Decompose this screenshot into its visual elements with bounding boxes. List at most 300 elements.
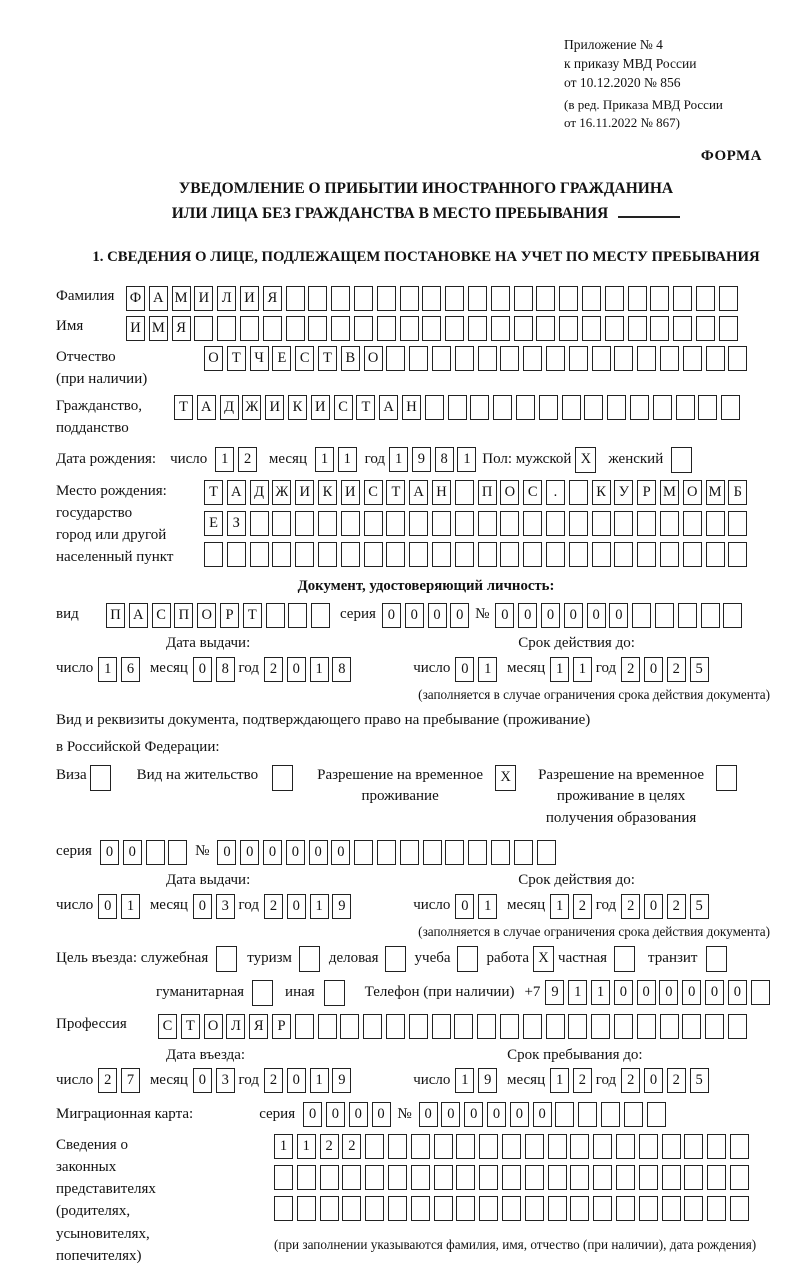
char-cell[interactable]: С [152, 603, 171, 628]
char-cell[interactable] [673, 316, 692, 341]
char-cell[interactable]: С [295, 346, 314, 371]
char-cell[interactable]: 1 [591, 980, 610, 1005]
char-cell[interactable] [422, 316, 441, 341]
char-cell[interactable]: 2 [573, 894, 592, 919]
char-cell[interactable]: Т [243, 603, 262, 628]
char-cell[interactable] [655, 603, 674, 628]
purpose-study-checkbox[interactable] [457, 946, 478, 972]
char-cell[interactable] [491, 840, 510, 865]
char-cell[interactable] [523, 542, 542, 567]
purpose-humanitarian-checkbox[interactable] [252, 980, 273, 1006]
char-cell[interactable]: Ж [272, 480, 291, 505]
char-cell[interactable]: Л [217, 286, 236, 311]
char-cell[interactable] [468, 286, 487, 311]
char-cell[interactable] [751, 980, 770, 1005]
char-cell[interactable]: И [295, 480, 314, 505]
char-cell[interactable] [445, 286, 464, 311]
char-cell[interactable]: З [227, 511, 246, 536]
char-cell[interactable] [682, 1014, 701, 1039]
char-cell[interactable] [502, 1134, 521, 1159]
char-cell[interactable] [660, 346, 679, 371]
char-cell[interactable] [365, 1134, 384, 1159]
purpose-business-checkbox[interactable] [385, 946, 406, 972]
char-cell[interactable] [601, 1102, 620, 1127]
char-cell[interactable] [684, 1196, 703, 1221]
char-cell[interactable] [578, 1102, 597, 1127]
checkbox-cell[interactable]: X [495, 765, 516, 791]
char-cell[interactable]: Я [172, 316, 191, 341]
char-cell[interactable] [628, 316, 647, 341]
char-cell[interactable] [295, 1014, 314, 1039]
char-cell[interactable] [500, 511, 519, 536]
char-cell[interactable] [639, 1196, 658, 1221]
sex-male-checkbox[interactable] [575, 447, 596, 473]
char-cell[interactable] [386, 511, 405, 536]
char-cell[interactable]: 1 [457, 447, 476, 472]
char-cell[interactable]: 1 [121, 894, 140, 919]
char-cell[interactable] [272, 511, 291, 536]
char-cell[interactable]: 0 [382, 603, 401, 628]
char-cell[interactable] [432, 542, 451, 567]
char-cell[interactable]: 1 [478, 894, 497, 919]
char-cell[interactable] [559, 286, 578, 311]
char-cell[interactable]: 2 [264, 657, 283, 682]
char-cell[interactable] [539, 395, 558, 420]
char-cell[interactable] [448, 395, 467, 420]
char-cell[interactable]: И [311, 395, 330, 420]
char-cell[interactable]: 2 [98, 1068, 117, 1093]
char-cell[interactable]: И [126, 316, 145, 341]
char-cell[interactable]: 0 [644, 1068, 663, 1093]
char-cell[interactable]: 0 [705, 980, 724, 1005]
char-cell[interactable]: 0 [123, 840, 142, 865]
char-cell[interactable] [630, 395, 649, 420]
char-cell[interactable]: П [106, 603, 125, 628]
char-cell[interactable] [365, 1196, 384, 1221]
char-cell[interactable] [445, 840, 464, 865]
char-cell[interactable] [616, 1165, 635, 1190]
char-cell[interactable]: 9 [545, 980, 564, 1005]
purpose-transit-checkbox[interactable] [706, 946, 727, 972]
char-cell[interactable] [662, 1134, 681, 1159]
char-cell[interactable] [570, 1134, 589, 1159]
char-cell[interactable]: 9 [478, 1068, 497, 1093]
char-cell[interactable]: М [660, 480, 679, 505]
char-cell[interactable]: 1 [389, 447, 408, 472]
char-cell[interactable] [719, 286, 738, 311]
char-cell[interactable]: 0 [518, 603, 537, 628]
char-cell[interactable] [479, 1196, 498, 1221]
char-cell[interactable]: Ч [250, 346, 269, 371]
char-cell[interactable] [445, 316, 464, 341]
char-cell[interactable]: С [334, 395, 353, 420]
char-cell[interactable]: 0 [217, 840, 236, 865]
char-cell[interactable]: 1 [274, 1134, 293, 1159]
checkbox-cell[interactable] [706, 946, 727, 972]
char-cell[interactable]: М [172, 286, 191, 311]
char-cell[interactable] [456, 1196, 475, 1221]
char-cell[interactable]: О [197, 603, 216, 628]
char-cell[interactable] [705, 1014, 724, 1039]
char-cell[interactable]: 1 [310, 657, 329, 682]
char-cell[interactable] [168, 840, 187, 865]
char-cell[interactable]: 0 [100, 840, 119, 865]
char-cell[interactable] [546, 542, 565, 567]
char-cell[interactable] [400, 286, 419, 311]
char-cell[interactable] [684, 1165, 703, 1190]
char-cell[interactable]: 9 [332, 1068, 351, 1093]
temp-residence-checkbox[interactable] [495, 765, 516, 791]
char-cell[interactable] [500, 1014, 519, 1039]
char-cell[interactable] [342, 1165, 361, 1190]
char-cell[interactable]: Е [204, 511, 223, 536]
char-cell[interactable]: К [288, 395, 307, 420]
char-cell[interactable] [730, 1196, 749, 1221]
char-cell[interactable] [683, 346, 702, 371]
char-cell[interactable]: Т [174, 395, 193, 420]
purpose-official-checkbox[interactable] [216, 946, 237, 972]
char-cell[interactable] [673, 286, 692, 311]
char-cell[interactable] [308, 286, 327, 311]
char-cell[interactable] [311, 603, 330, 628]
char-cell[interactable] [516, 395, 535, 420]
char-cell[interactable]: О [500, 480, 519, 505]
char-cell[interactable] [568, 1014, 587, 1039]
char-cell[interactable] [455, 542, 474, 567]
char-cell[interactable]: 0 [609, 603, 628, 628]
char-cell[interactable] [548, 1134, 567, 1159]
char-cell[interactable]: 0 [326, 1102, 345, 1127]
char-cell[interactable] [639, 1134, 658, 1159]
char-cell[interactable]: П [174, 603, 193, 628]
char-cell[interactable]: А [149, 286, 168, 311]
char-cell[interactable] [341, 511, 360, 536]
char-cell[interactable]: 1 [478, 657, 497, 682]
char-cell[interactable] [719, 316, 738, 341]
char-cell[interactable] [386, 346, 405, 371]
char-cell[interactable] [707, 1196, 726, 1221]
char-cell[interactable]: Н [432, 480, 451, 505]
char-cell[interactable]: Т [386, 480, 405, 505]
char-cell[interactable] [400, 840, 419, 865]
char-cell[interactable] [723, 603, 742, 628]
char-cell[interactable]: К [592, 480, 611, 505]
char-cell[interactable]: 2 [320, 1134, 339, 1159]
char-cell[interactable]: 2 [667, 657, 686, 682]
char-cell[interactable]: Р [637, 480, 656, 505]
char-cell[interactable] [728, 346, 747, 371]
char-cell[interactable] [660, 1014, 679, 1039]
char-cell[interactable] [607, 395, 626, 420]
char-cell[interactable]: 1 [568, 980, 587, 1005]
char-cell[interactable]: 1 [98, 657, 117, 682]
char-cell[interactable]: Е [272, 346, 291, 371]
char-cell[interactable] [537, 840, 556, 865]
char-cell[interactable] [295, 511, 314, 536]
char-cell[interactable] [614, 346, 633, 371]
char-cell[interactable] [605, 286, 624, 311]
char-cell[interactable]: 0 [441, 1102, 460, 1127]
char-cell[interactable]: Т [356, 395, 375, 420]
char-cell[interactable] [455, 480, 474, 505]
char-cell[interactable] [468, 840, 487, 865]
char-cell[interactable] [341, 542, 360, 567]
char-cell[interactable]: 0 [419, 1102, 438, 1127]
checkbox-cell[interactable] [216, 946, 237, 972]
char-cell[interactable] [548, 1196, 567, 1221]
char-cell[interactable]: Я [263, 286, 282, 311]
char-cell[interactable]: О [364, 346, 383, 371]
temp-residence-edu-checkbox[interactable] [716, 765, 737, 791]
char-cell[interactable] [286, 316, 305, 341]
char-cell[interactable] [493, 395, 512, 420]
char-cell[interactable] [470, 395, 489, 420]
char-cell[interactable]: М [706, 480, 725, 505]
char-cell[interactable]: 0 [287, 657, 306, 682]
char-cell[interactable]: 0 [286, 840, 305, 865]
char-cell[interactable]: 0 [564, 603, 583, 628]
char-cell[interactable]: А [379, 395, 398, 420]
char-cell[interactable]: О [683, 480, 702, 505]
char-cell[interactable] [593, 1165, 612, 1190]
char-cell[interactable] [678, 603, 697, 628]
char-cell[interactable] [637, 542, 656, 567]
char-cell[interactable] [730, 1165, 749, 1190]
char-cell[interactable]: 2 [621, 894, 640, 919]
char-cell[interactable]: 0 [682, 980, 701, 1005]
char-cell[interactable] [582, 316, 601, 341]
char-cell[interactable]: 1 [310, 894, 329, 919]
char-cell[interactable]: 3 [216, 894, 235, 919]
char-cell[interactable] [342, 1196, 361, 1221]
char-cell[interactable]: 0 [644, 894, 663, 919]
char-cell[interactable]: 0 [287, 894, 306, 919]
char-cell[interactable] [523, 346, 542, 371]
char-cell[interactable] [434, 1134, 453, 1159]
checkbox-cell[interactable] [252, 980, 273, 1006]
char-cell[interactable] [721, 395, 740, 420]
char-cell[interactable] [696, 316, 715, 341]
char-cell[interactable]: В [341, 346, 360, 371]
char-cell[interactable] [728, 1014, 747, 1039]
char-cell[interactable] [377, 316, 396, 341]
char-cell[interactable] [593, 1134, 612, 1159]
char-cell[interactable] [569, 346, 588, 371]
char-cell[interactable] [400, 316, 419, 341]
checkbox-cell[interactable]: X [575, 447, 596, 473]
char-cell[interactable] [456, 1165, 475, 1190]
char-cell[interactable] [569, 511, 588, 536]
char-cell[interactable]: И [265, 395, 284, 420]
char-cell[interactable]: 0 [372, 1102, 391, 1127]
char-cell[interactable] [707, 1165, 726, 1190]
char-cell[interactable]: О [204, 346, 223, 371]
purpose-private-checkbox[interactable] [614, 946, 635, 972]
char-cell[interactable]: 0 [263, 840, 282, 865]
char-cell[interactable] [377, 286, 396, 311]
char-cell[interactable] [240, 316, 259, 341]
char-cell[interactable] [683, 542, 702, 567]
checkbox-cell[interactable] [716, 765, 737, 791]
char-cell[interactable]: Н [402, 395, 421, 420]
char-cell[interactable] [388, 1134, 407, 1159]
checkbox-cell[interactable] [90, 765, 111, 791]
checkbox-cell[interactable] [272, 765, 293, 791]
char-cell[interactable] [570, 1165, 589, 1190]
char-cell[interactable] [204, 542, 223, 567]
char-cell[interactable]: 5 [690, 657, 709, 682]
char-cell[interactable] [632, 603, 651, 628]
char-cell[interactable] [478, 542, 497, 567]
char-cell[interactable]: 0 [487, 1102, 506, 1127]
char-cell[interactable]: 2 [573, 1068, 592, 1093]
char-cell[interactable] [194, 316, 213, 341]
purpose-other-checkbox[interactable] [324, 980, 345, 1006]
char-cell[interactable]: И [341, 480, 360, 505]
char-cell[interactable]: 0 [659, 980, 678, 1005]
char-cell[interactable] [548, 1165, 567, 1190]
char-cell[interactable]: Я [249, 1014, 268, 1039]
char-cell[interactable] [660, 542, 679, 567]
char-cell[interactable]: 1 [550, 1068, 569, 1093]
char-cell[interactable] [491, 286, 510, 311]
char-cell[interactable] [388, 1165, 407, 1190]
char-cell[interactable] [318, 542, 337, 567]
char-cell[interactable] [354, 316, 373, 341]
char-cell[interactable]: 1 [215, 447, 234, 472]
char-cell[interactable] [409, 511, 428, 536]
char-cell[interactable]: 1 [315, 447, 334, 472]
char-cell[interactable] [559, 316, 578, 341]
char-cell[interactable] [386, 542, 405, 567]
char-cell[interactable] [616, 1196, 635, 1221]
char-cell[interactable]: 2 [621, 657, 640, 682]
visa-checkbox[interactable] [90, 765, 111, 791]
char-cell[interactable] [432, 511, 451, 536]
char-cell[interactable] [570, 1196, 589, 1221]
char-cell[interactable] [423, 840, 442, 865]
char-cell[interactable]: 5 [690, 1068, 709, 1093]
char-cell[interactable] [146, 840, 165, 865]
char-cell[interactable]: 2 [667, 894, 686, 919]
char-cell[interactable] [730, 1134, 749, 1159]
char-cell[interactable] [274, 1165, 293, 1190]
char-cell[interactable] [676, 395, 695, 420]
char-cell[interactable] [478, 346, 497, 371]
char-cell[interactable] [318, 1014, 337, 1039]
char-cell[interactable] [479, 1134, 498, 1159]
char-cell[interactable] [525, 1165, 544, 1190]
char-cell[interactable] [377, 840, 396, 865]
purpose-work-checkbox[interactable] [533, 946, 554, 972]
char-cell[interactable] [525, 1196, 544, 1221]
char-cell[interactable] [614, 542, 633, 567]
char-cell[interactable]: 0 [644, 657, 663, 682]
char-cell[interactable] [263, 316, 282, 341]
checkbox-cell[interactable] [385, 946, 406, 972]
checkbox-cell[interactable] [614, 946, 635, 972]
char-cell[interactable] [569, 542, 588, 567]
char-cell[interactable]: 0 [587, 603, 606, 628]
char-cell[interactable]: У [614, 480, 633, 505]
char-cell[interactable] [266, 603, 285, 628]
char-cell[interactable]: 2 [342, 1134, 361, 1159]
checkbox-cell[interactable] [671, 447, 692, 473]
char-cell[interactable]: И [194, 286, 213, 311]
char-cell[interactable]: Т [227, 346, 246, 371]
char-cell[interactable]: Р [272, 1014, 291, 1039]
char-cell[interactable]: А [129, 603, 148, 628]
char-cell[interactable] [432, 1014, 451, 1039]
char-cell[interactable] [616, 1134, 635, 1159]
char-cell[interactable] [340, 1014, 359, 1039]
char-cell[interactable]: 2 [264, 894, 283, 919]
char-cell[interactable]: 1 [573, 657, 592, 682]
char-cell[interactable]: М [149, 316, 168, 341]
char-cell[interactable]: Л [226, 1014, 245, 1039]
char-cell[interactable]: 9 [332, 894, 351, 919]
char-cell[interactable] [354, 840, 373, 865]
char-cell[interactable] [434, 1165, 453, 1190]
char-cell[interactable] [297, 1165, 316, 1190]
char-cell[interactable] [639, 1165, 658, 1190]
char-cell[interactable]: 1 [550, 894, 569, 919]
char-cell[interactable] [274, 1196, 293, 1221]
char-cell[interactable] [455, 511, 474, 536]
char-cell[interactable]: Т [181, 1014, 200, 1039]
char-cell[interactable] [707, 1134, 726, 1159]
char-cell[interactable] [605, 316, 624, 341]
char-cell[interactable] [227, 542, 246, 567]
char-cell[interactable]: 0 [98, 894, 117, 919]
char-cell[interactable]: 0 [193, 657, 212, 682]
char-cell[interactable] [624, 1102, 643, 1127]
char-cell[interactable] [297, 1196, 316, 1221]
char-cell[interactable] [628, 286, 647, 311]
char-cell[interactable] [593, 1196, 612, 1221]
char-cell[interactable] [425, 395, 444, 420]
char-cell[interactable] [491, 316, 510, 341]
char-cell[interactable] [364, 542, 383, 567]
char-cell[interactable]: 1 [310, 1068, 329, 1093]
char-cell[interactable] [650, 316, 669, 341]
char-cell[interactable] [660, 511, 679, 536]
char-cell[interactable] [698, 395, 717, 420]
char-cell[interactable] [409, 542, 428, 567]
char-cell[interactable]: 2 [667, 1068, 686, 1093]
char-cell[interactable] [592, 511, 611, 536]
char-cell[interactable]: 6 [121, 657, 140, 682]
char-cell[interactable]: 2 [264, 1068, 283, 1093]
char-cell[interactable]: А [197, 395, 216, 420]
char-cell[interactable] [525, 1134, 544, 1159]
char-cell[interactable] [456, 1134, 475, 1159]
checkbox-cell[interactable]: X [533, 946, 554, 972]
char-cell[interactable] [536, 316, 555, 341]
char-cell[interactable]: 0 [303, 1102, 322, 1127]
char-cell[interactable] [411, 1134, 430, 1159]
char-cell[interactable]: А [409, 480, 428, 505]
char-cell[interactable] [614, 511, 633, 536]
char-cell[interactable]: 0 [349, 1102, 368, 1127]
char-cell[interactable] [591, 1014, 610, 1039]
char-cell[interactable]: 0 [455, 657, 474, 682]
char-cell[interactable]: Ж [242, 395, 261, 420]
char-cell[interactable]: 1 [338, 447, 357, 472]
char-cell[interactable]: 3 [216, 1068, 235, 1093]
char-cell[interactable] [706, 346, 725, 371]
char-cell[interactable] [272, 542, 291, 567]
